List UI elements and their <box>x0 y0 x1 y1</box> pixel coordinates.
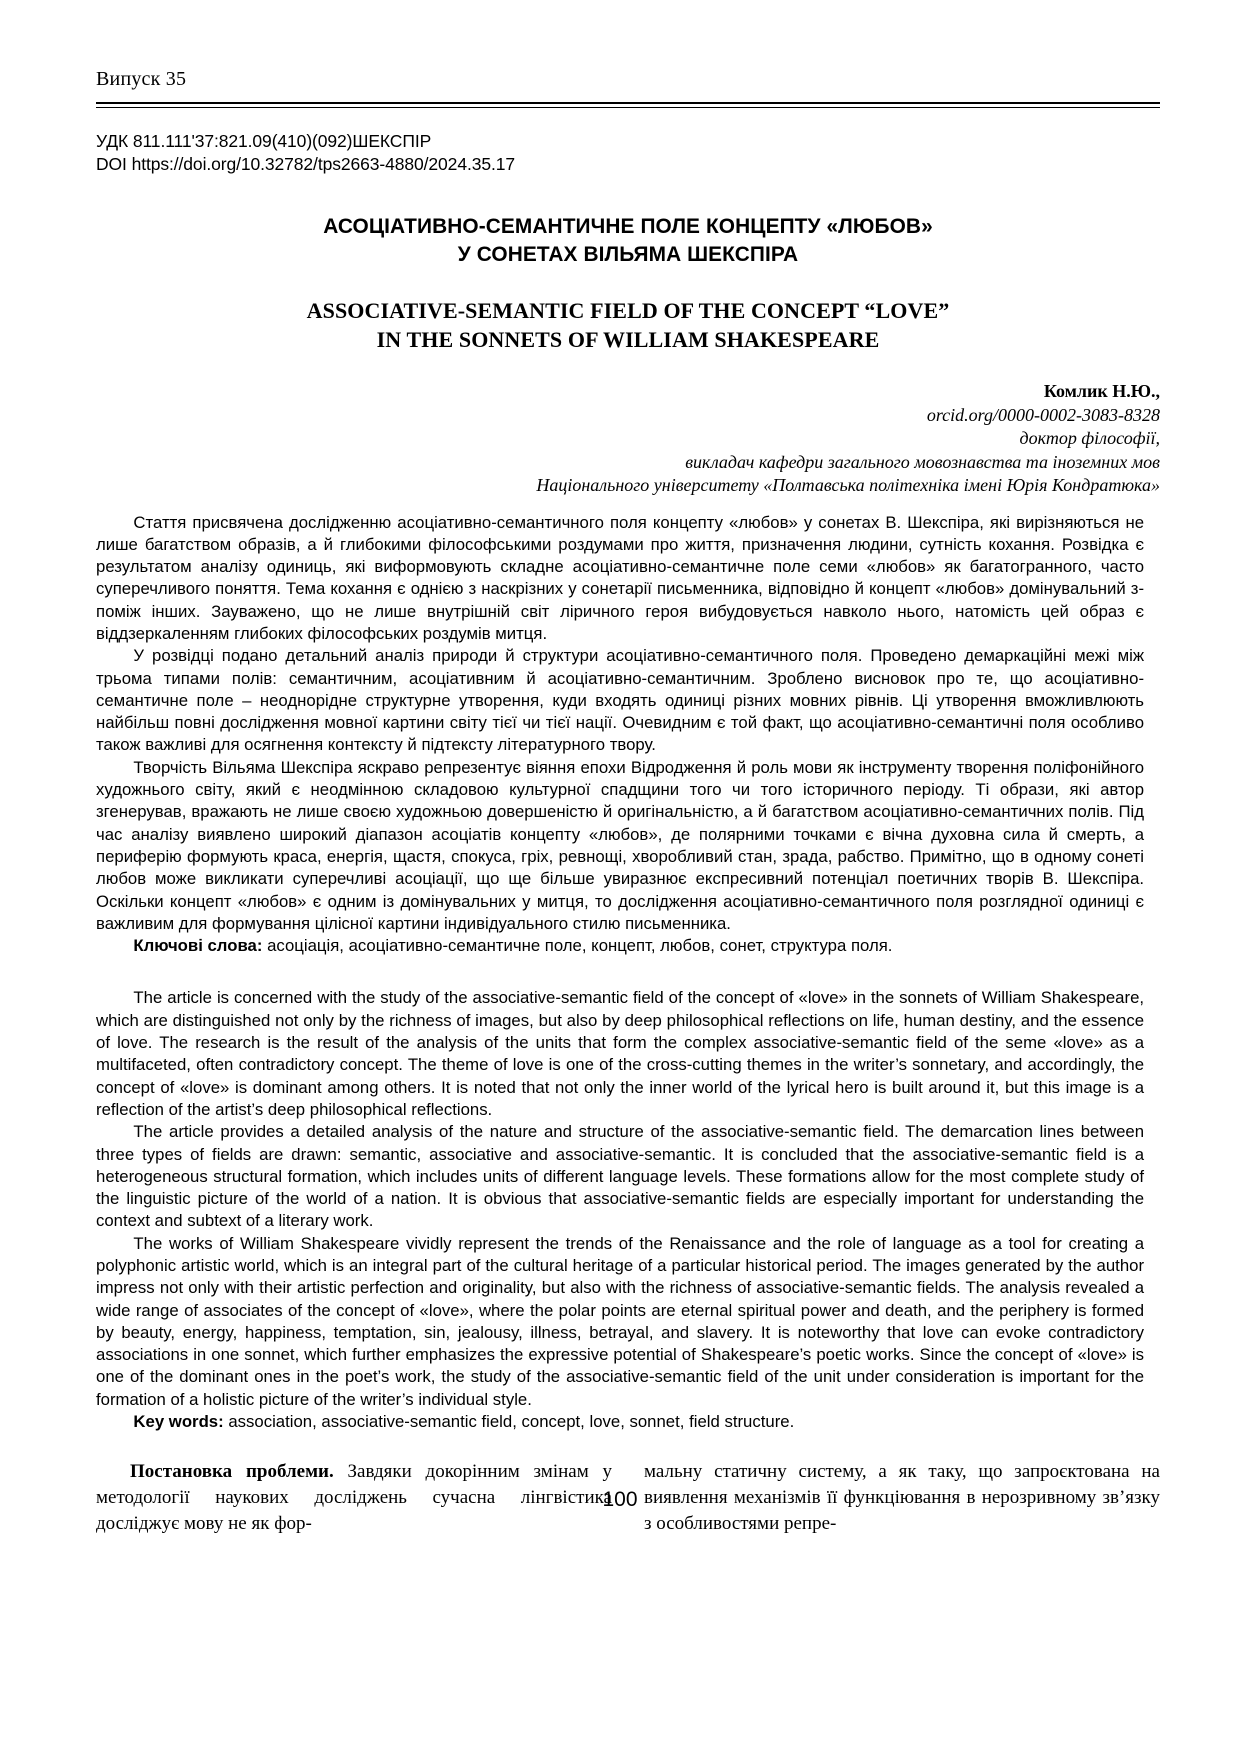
udc-code: УДК 811.111'37:821.09(410)(092)ШЕКСПІР <box>96 131 432 151</box>
title-english-line-1: ASSOCIATIVE-SEMANTIC FIELD OF THE CONCEPT “LOVE” <box>306 298 950 323</box>
author-degree: доктор філософії, <box>1019 428 1160 448</box>
title-english <box>96 296 1160 354</box>
keywords-english <box>96 1411 1144 1433</box>
title-english-line-2: IN THE SONNETS OF WILLIAM SHAKESPEARE <box>376 327 880 352</box>
abstract-en-paragraph-3: The works of William Shakespeare vividly represent the trends of the Renaissance and the role of language as a tool for creating a polyphonic artistic world, which is an integral part of the cultural heritage of a particular historical period. The images generated by the author impress not only with their artistic perfection and originality, but also with the richness of associative-semantic fields. The analysis revealed a wide range of associates of the concept of «love», where the polar points are eternal spiritual power and death, and the periphery is formed by beauty, energy, happiness, temptation, sin, jealousy, illness, betrayal, and slavery. It is noteworthy that love can evoke contradictory associations in one sonnet, which further emphasizes the expressive potential of Shakespeare’s poetic works. Since the concept of «love» is one of the dominant ones in the poet’s work, the study of the associative-semantic field of the unit under consideration is important for the formation of a holistic picture of the writer’s individual style. <box>96 1233 1145 1409</box>
title-ukrainian-line-1: АСОЦІАТИВНО-СЕМАНТИЧНЕ ПОЛЕ КОНЦЕПТУ «ЛЮБОВ» <box>323 214 933 238</box>
body-left-text: Завдяки докорінним змінам у методології наукових досліджень сучасна лінгвістика досліджує мову не як фор- <box>96 1461 612 1535</box>
abstract-en-paragraph-2: The article provides a detailed analysis of the nature and structure of the associative-semantic field. The demarcation lines between three types of fields are drawn: semantic, associative and associative-semantic. It is concluded that the associative-semantic field is a heterogeneous structural formation, which includes units of different language levels. These formations allow for the most complete study of the linguistic picture of the world of a nation. It is obvious that associative-semantic fields are especially important for understanding the context and subtext of a literary work. <box>96 1122 1145 1231</box>
author-orcid[interactable]: orcid.org/0000-0002-3083-8328 <box>926 404 1160 425</box>
section-heading-problem-statement: Постановка проблеми. <box>130 1461 334 1483</box>
abstract-ua-paragraph-3: Творчість Вільяма Шекспіра яскраво репрезентує віяння епохи Відродження й роль мови як інструменту творення поліфонійного художнього світу, який є неодмінною складовою культурної спадщини того чи того історичного періоду. Ті образи, які автор згенерував, вражають не лише своєю художньою довершеністю й оригінальністю, а й багатством асоціативно-семантичних полів. Під час аналізу виявлено широкий діапазон асоціатів концепту «любов», де полярними точками є вічна духовна сила й смерть, а периферію формують краса, енергія, щастя, спокуса, гріх, ревнощі, хворобливий стан, зрада, рабство. Примітно, що в одному сонеті любов може викликати суперечливі асоціації, що ще більше увиразнює експресивний потенціал поетичних творів В. Шекспіра. Оскільки концепт «любов» є одним із домінувальних у митця, то дослідження асоціативно-семантичного поля розглядної одиниці є важливим для формування цілісної картини індивідуального стилю письменника. <box>96 757 1145 933</box>
header-divider <box>96 102 1160 108</box>
identifier-block <box>96 130 1160 176</box>
author-position: викладач кафедри загального мовознавства та іноземних мов <box>685 451 1160 472</box>
running-head: Випуск 35 <box>96 68 187 90</box>
keywords-ukrainian-text: асоціація, асоціативно-семантичне поле, концепт, любов, сонет, структура поля. <box>262 936 893 956</box>
author-block <box>96 380 1160 498</box>
author-name: Комлик Н.Ю., <box>1043 381 1160 401</box>
keywords-english-label: Key words: <box>133 1412 224 1432</box>
title-ukrainian-line-2: У СОНЕТАХ ВІЛЬЯМА ШЕКСПІРА <box>457 242 799 266</box>
abstract-ua-paragraph-1: Стаття присвячена дослідженню асоціативно-семантичного поля концепту «любов» у сонетах В. Шекспіра, які вирізняються не лише багатством образів, а й глибокими філософськими роздумами про життя, призначення людини, сутність кохання. Розвідка є результатом аналізу одиниць, які виформовують складне асоціативно-семантичне поле семи «любов» як багатогранного, часто суперечливого поняття. Тема кохання є однією з наскрізних у сонетарії письменника, відповідно й концепт «любов» домінувальний з-поміж інших. Зауважено, що не лише внутрішній світ ліричного героя вибудовується навколо нього, натомість цей образ є віддзеркаленням глибоких філософських роздумів митця. <box>96 512 1145 643</box>
abstract-en-paragraph-1: The article is concerned with the study of the associative-semantic field of the concept of «love» in the sonnets of William Shakespeare, which are distinguished not only by the richness of images, but also by deep philosophical reflections on life, human destiny, and the essence of love. The research is the result of the analysis of the units that form the complex associative-semantic field of the seme «love» as a multifaceted, often contradictory concept. The theme of love is one of the cross-cutting themes in the writer’s sonnetary, and accordingly, the concept of «love» is dominant among others. It is noted that not only the inner world of the lyrical hero is built around it, but this image is a reflection of the artist’s deep philosophical reflections. <box>96 988 1145 1119</box>
doi-link[interactable]: DOI https://doi.org/10.32782/tps2663-4880/2024.35.17 <box>96 154 516 174</box>
abstract-ukrainian <box>96 512 1144 958</box>
abstract-english <box>96 987 1144 1433</box>
title-ukrainian <box>112 212 1144 268</box>
keywords-ukrainian-label: Ключові слова: <box>133 936 263 956</box>
page-number: 100 <box>602 1488 638 1511</box>
body-right-paragraph: мальну статичну систему, а як таку, що запроєктована на виявлення механізмів її функціювання в нерозривному зв’язку з особливостями репре- <box>644 1461 1160 1535</box>
keywords-english-text: association, associative-semantic field, concept, love, sonnet, field structure. <box>223 1412 795 1432</box>
abstract-ua-paragraph-2: У розвідці подано детальний аналіз природи й структури асоціативно-семантичного поля. Проведено демаркаційні межі між трьома типами полів: семантичним, асоціативним й асоціативно-семантичним. Зроблено висновок про те, що асоціативно-семантичне поле – неоднорідне структурне утворення, куди входять одиниці різних мовних рівнів. Ці утворення вможливлюють найбільш повні дослідження мовної картини світу тієї чи тієї нації. Очевидним є той факт, що асоціативно-семантичні поля особливо також важливі для осягнення контексту й підтексту літературного твору. <box>96 646 1145 755</box>
keywords-ukrainian <box>96 935 1144 957</box>
author-affiliation: Національного університету «Полтавська політехніка імені Юрія Кондратюка» <box>536 475 1160 495</box>
